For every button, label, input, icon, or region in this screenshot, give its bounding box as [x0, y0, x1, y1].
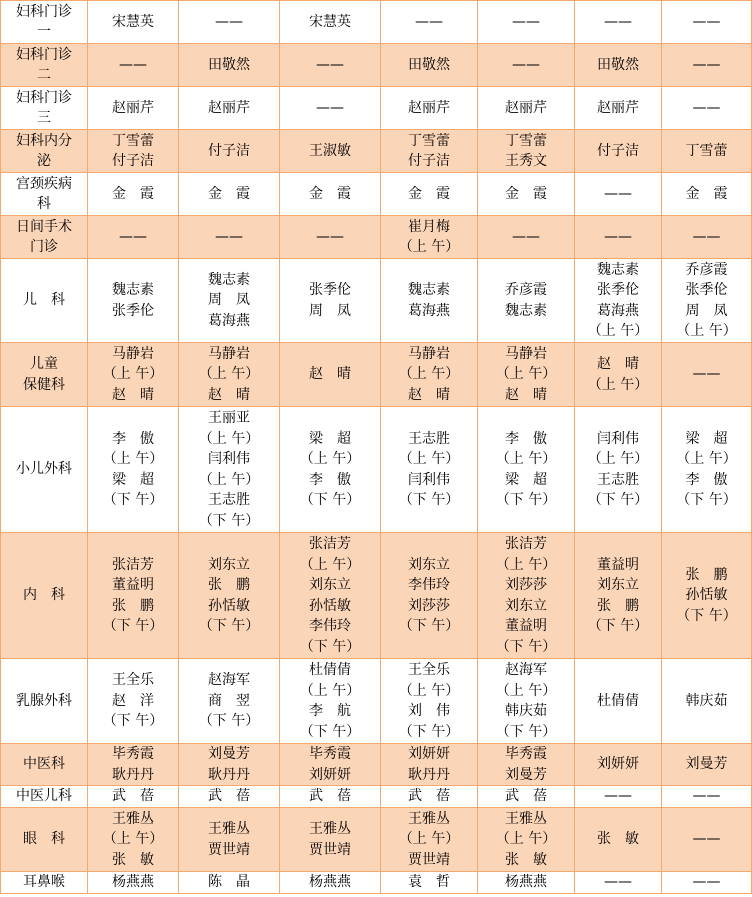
- doctor-cell: 刘东立 李伟玲 刘莎莎 （下 午）: [381, 533, 478, 659]
- doctor-cell: 王雅丛 （上 午） 张 敏: [88, 808, 179, 872]
- doctor-cell: ——: [662, 808, 752, 872]
- table-row: [1, 130, 752, 173]
- doctor-cell: ——: [88, 44, 179, 87]
- doctor-cell: 田敬然: [381, 44, 478, 87]
- doctor-cell: 王雅丛 贾世靖: [179, 808, 280, 872]
- department-cell: 内 科: [1, 533, 88, 659]
- doctor-cell: 宋慧英: [280, 1, 381, 44]
- doctor-cell: 陈 晶: [179, 872, 280, 894]
- doctor-cell: 金 霞: [662, 173, 752, 216]
- doctor-cell: 赵海军 商 翌 （下 午）: [179, 659, 280, 744]
- doctor-cell: 张洁芳 （上 午） 刘东立 孙恬敏 李伟玲 （下 午）: [280, 533, 381, 659]
- doctor-cell: 田敬然: [179, 44, 280, 87]
- doctor-cell: ——: [575, 872, 662, 894]
- department-cell: 乳腺外科: [1, 659, 88, 744]
- doctor-cell: ——: [478, 216, 575, 259]
- doctor-cell: 金 霞: [478, 173, 575, 216]
- department-cell: 妇科内分 泌: [1, 130, 88, 173]
- doctor-cell: 丁雪蕾 王秀文: [478, 130, 575, 173]
- doctor-cell: ——: [662, 87, 752, 130]
- doctor-cell: 杜倩倩 （上 午） 李 航 （下 午）: [280, 659, 381, 744]
- doctor-cell: 王雅丛 贾世靖: [280, 808, 381, 872]
- table-row: [1, 87, 752, 130]
- doctor-cell: 田敬然: [575, 44, 662, 87]
- doctor-cell: 张 鹏 孙恬敏 （下 午）: [662, 533, 752, 659]
- department-cell: 中医科: [1, 744, 88, 786]
- doctor-cell: 韩庆茹: [662, 659, 752, 744]
- doctor-cell: 董益明 刘东立 张 鹏 （下 午）: [575, 533, 662, 659]
- doctor-cell: 杨燕燕: [280, 872, 381, 894]
- table-row: [1, 786, 752, 808]
- doctor-cell: 杜倩倩: [575, 659, 662, 744]
- doctor-cell: 武 蓓: [179, 786, 280, 808]
- doctor-cell: 闫利伟 （上 午） 王志胜 （下 午）: [575, 407, 662, 533]
- doctor-cell: 丁雪蕾 付子洁: [381, 130, 478, 173]
- doctor-cell: 马静岩 （上 午） 赵 晴: [88, 343, 179, 407]
- doctor-cell: 梁 超 （上 午） 李 傲 （下 午）: [280, 407, 381, 533]
- doctor-cell: 李 傲 （上 午） 梁 超 （下 午）: [478, 407, 575, 533]
- doctor-cell: 梁 超 （上 午） 李 傲 （下 午）: [662, 407, 752, 533]
- doctor-cell: 毕秀霞 耿丹丹: [88, 744, 179, 786]
- doctor-cell: 魏志素 周 凤 葛海燕: [179, 259, 280, 343]
- department-cell: 宫颈疾病 科: [1, 173, 88, 216]
- doctor-cell: 魏志素 张季伦: [88, 259, 179, 343]
- doctor-cell: 武 蓓: [381, 786, 478, 808]
- doctor-cell: 王全乐 赵 洋 （下 午）: [88, 659, 179, 744]
- doctor-cell: 张季伦 周 凤: [280, 259, 381, 343]
- department-cell: 小儿外科: [1, 407, 88, 533]
- table-row: [1, 1, 752, 44]
- doctor-cell: 王志胜 （上 午） 闫利伟 （下 午）: [381, 407, 478, 533]
- doctor-cell: ——: [280, 87, 381, 130]
- department-cell: 妇科门诊 一: [1, 1, 88, 44]
- doctor-cell: 宋慧英: [88, 1, 179, 44]
- department-cell: 中医儿科: [1, 786, 88, 808]
- doctor-cell: 丁雪蕾 付子洁: [88, 130, 179, 173]
- table-row: [1, 343, 752, 407]
- doctor-cell: ——: [662, 1, 752, 44]
- table-row: [1, 259, 752, 343]
- doctor-cell: 马静岩 （上 午） 赵 晴: [179, 343, 280, 407]
- department-cell: 耳鼻喉: [1, 872, 88, 894]
- doctor-cell: 赵 晴 （上 午）: [575, 343, 662, 407]
- doctor-cell: ——: [662, 343, 752, 407]
- department-cell: 日间手术 门诊: [1, 216, 88, 259]
- doctor-cell: 武 蓓: [88, 786, 179, 808]
- doctor-cell: 刘东立 张 鹏 孙恬敏 （下 午）: [179, 533, 280, 659]
- doctor-cell: 毕秀霞 刘曼芳: [478, 744, 575, 786]
- doctor-cell: 袁 哲: [381, 872, 478, 894]
- doctor-cell: 毕秀霞 刘妍妍: [280, 744, 381, 786]
- table-row: [1, 173, 752, 216]
- table-row: [1, 407, 752, 533]
- doctor-cell: 丁雪蕾: [662, 130, 752, 173]
- doctor-cell: 赵丽芹: [179, 87, 280, 130]
- department-cell: 妇科门诊 二: [1, 44, 88, 87]
- doctor-cell: ——: [179, 1, 280, 44]
- doctor-cell: 赵 晴: [280, 343, 381, 407]
- doctor-cell: 金 霞: [280, 173, 381, 216]
- doctor-cell: 武 蓓: [280, 786, 381, 808]
- doctor-cell: 王雅丛 （上 午） 张 敏: [478, 808, 575, 872]
- doctor-cell: 刘曼芳 耿丹丹: [179, 744, 280, 786]
- doctor-cell: 付子洁: [575, 130, 662, 173]
- doctor-cell: ——: [662, 872, 752, 894]
- doctor-cell: 王全乐 （上 午） 刘 伟 （下 午）: [381, 659, 478, 744]
- doctor-cell: ——: [575, 786, 662, 808]
- doctor-cell: ——: [478, 44, 575, 87]
- table-row: [1, 808, 752, 872]
- department-cell: 儿 科: [1, 259, 88, 343]
- doctor-cell: ——: [280, 216, 381, 259]
- doctor-cell: 魏志素 葛海燕: [381, 259, 478, 343]
- doctor-cell: ——: [662, 44, 752, 87]
- doctor-cell: 乔彦霞 张季伦 周 凤 （上 午）: [662, 259, 752, 343]
- doctor-cell: 王雅丛 （上 午） 贾世靖: [381, 808, 478, 872]
- table-row: [1, 216, 752, 259]
- department-cell: 儿童 保健科: [1, 343, 88, 407]
- doctor-cell: 张洁芳 （上 午） 刘莎莎 刘东立 董益明 （下 午）: [478, 533, 575, 659]
- doctor-cell: ——: [88, 216, 179, 259]
- doctor-cell: 王淑敏: [280, 130, 381, 173]
- doctor-cell: 张 敏: [575, 808, 662, 872]
- doctor-cell: 马静岩 （上 午） 赵 晴: [478, 343, 575, 407]
- doctor-cell: ——: [575, 1, 662, 44]
- doctor-cell: 赵丽芹: [88, 87, 179, 130]
- doctor-cell: 崔月梅 （上 午）: [381, 216, 478, 259]
- doctor-cell: 金 霞: [381, 173, 478, 216]
- doctor-cell: 付子洁: [179, 130, 280, 173]
- department-cell: 妇科门诊 三: [1, 87, 88, 130]
- doctor-cell: 刘妍妍: [575, 744, 662, 786]
- doctor-cell: 杨燕燕: [88, 872, 179, 894]
- doctor-cell: 李 傲 （上 午） 梁 超 （下 午）: [88, 407, 179, 533]
- doctor-cell: 武 蓓: [478, 786, 575, 808]
- doctor-cell: 刘曼芳: [662, 744, 752, 786]
- doctor-cell: 赵丽芹: [381, 87, 478, 130]
- doctor-cell: ——: [478, 1, 575, 44]
- doctor-cell: ——: [381, 1, 478, 44]
- table-row: [1, 872, 752, 894]
- doctor-cell: 金 霞: [179, 173, 280, 216]
- doctor-cell: ——: [662, 786, 752, 808]
- doctor-cell: 乔彦霞 魏志素: [478, 259, 575, 343]
- doctor-cell: 杨燕燕: [478, 872, 575, 894]
- table-row: [1, 44, 752, 87]
- doctor-cell: 马静岩 （上 午） 赵 晴: [381, 343, 478, 407]
- department-cell: 眼 科: [1, 808, 88, 872]
- doctor-cell: 刘妍妍 耿丹丹: [381, 744, 478, 786]
- doctor-cell: ——: [179, 216, 280, 259]
- doctor-cell: 金 霞: [88, 173, 179, 216]
- doctor-cell: ——: [280, 44, 381, 87]
- doctor-cell: 张洁芳 董益明 张 鹏 （下 午）: [88, 533, 179, 659]
- doctor-cell: 赵海军 （上 午） 韩庆茹 （下 午）: [478, 659, 575, 744]
- table-row: [1, 744, 752, 786]
- doctor-cell: 魏志素 张季伦 葛海燕 （上 午）: [575, 259, 662, 343]
- doctor-cell: 王丽亚 （上 午） 闫利伟 （上 午） 王志胜 （下 午）: [179, 407, 280, 533]
- doctor-cell: ——: [575, 173, 662, 216]
- doctor-cell: ——: [662, 216, 752, 259]
- table-row: [1, 533, 752, 659]
- doctor-cell: ——: [575, 216, 662, 259]
- doctor-cell: 赵丽芹: [478, 87, 575, 130]
- table-row: [1, 659, 752, 744]
- doctor-cell: 赵丽芹: [575, 87, 662, 130]
